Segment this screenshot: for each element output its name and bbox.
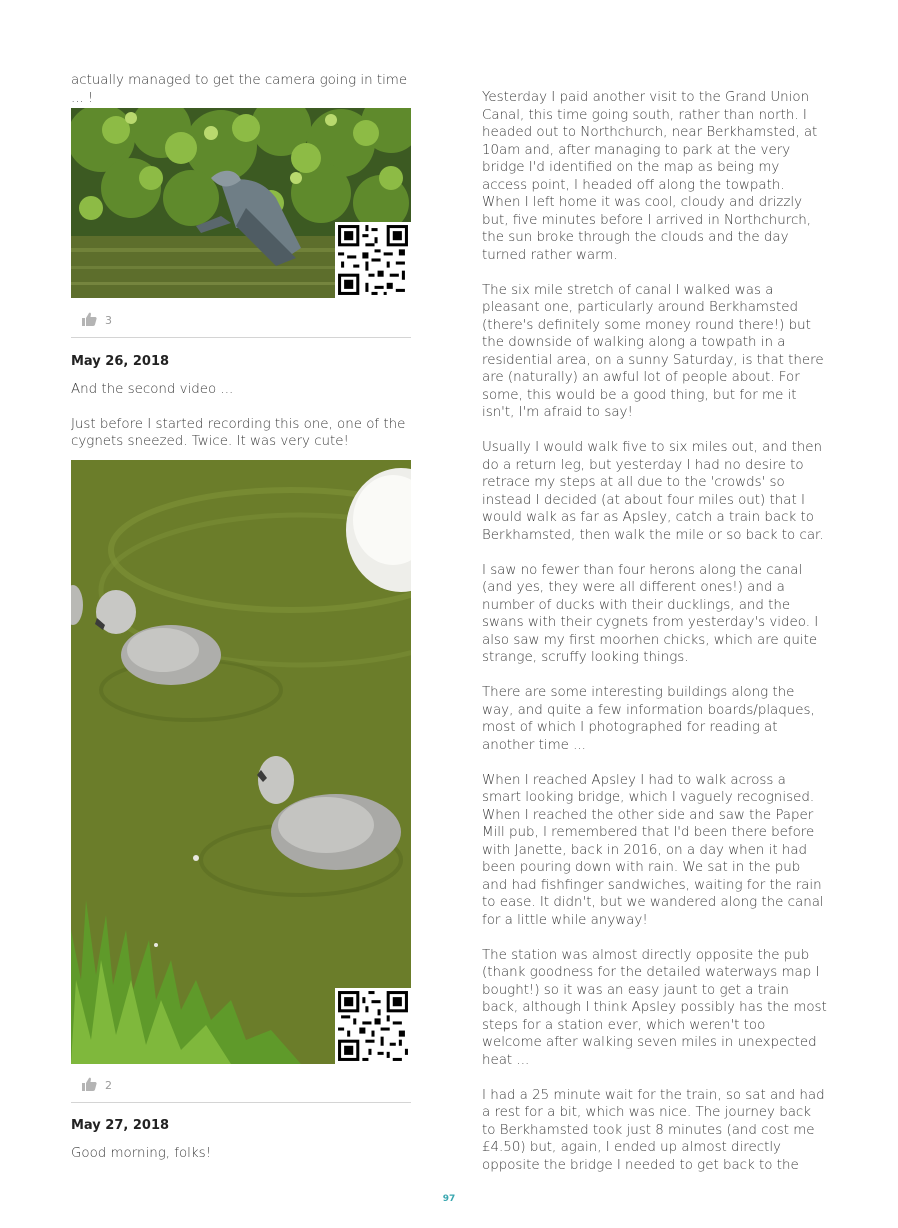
like-count-row (82, 1076, 411, 1096)
post-text: Good morning, folks! (71, 1145, 211, 1161)
cygnets-photo (71, 460, 411, 1064)
post-text: And the second video ... (71, 382, 234, 397)
paragraph: The station was almost directly opposite the pub (thank goodness for the detailed waterways map I bought!) so it was an easy jaunt to get a train back, although I think Apsley possibly has the most steps for a station ever, which weren't too welcome after walking seven miles in unexpected heat ... (482, 947, 827, 1068)
left-column (71, 72, 411, 1162)
right-column (482, 89, 827, 1192)
post-date: May 27, 2018 (71, 1117, 170, 1133)
paragraph: I saw no fewer than four herons along the canal (and yes, they were all different ones!) and a number of ducks with their ducklings, and the swans with their cygnets from yesterday's video. I also saw my first moorhen chicks, which are quite strange, scruffy looking things. (482, 562, 819, 665)
qr-code (335, 222, 411, 298)
like-count-row (82, 310, 411, 330)
paragraph: There are some interesting buildings along the way, and quite a few information boards/plaques, most of which I photographed for reading at another time ... (482, 685, 815, 753)
paragraph: When I reached Apsley I had to walk across a smart looking bridge, which I vaguely recognised. When I reached the other side and saw the Paper Mill pub, I remembered that I'd been there before with Janette, back in 2016, on a day when it had been pouring down with rain. We sat in the pub and had fishfinger sandwiches, waiting for the rain to ease. It didn't, but we wandered along the canal for a little while anyway! (482, 772, 824, 928)
like-count: 3 (105, 313, 112, 327)
heron-video-thumbnail[interactable] (71, 108, 411, 298)
intro-text: actually managed to get the camera going in time ... ! (71, 73, 408, 106)
paragraph: Usually I would walk five to six miles out, and then do a return leg, but yesterday I had no desire to retrace my steps at all due to the 'crowds' so instead I decided (at about four miles out) that I would walk as far as Apsley, catch a train back to Berkhamsted, then walk the mile or so back to car. (482, 440, 824, 543)
divider (71, 1102, 411, 1103)
divider (71, 337, 411, 338)
page-number: 97 (442, 1194, 456, 1204)
qr-code (335, 988, 411, 1064)
like-count: 2 (105, 1079, 112, 1092)
paragraph: I had a 25 minute wait for the train, so sat and had a rest for a bit, which was nice. The journey back to Berkhamsted took just 8 minutes (and cost me £4.50) but, again, I ended up almost directly opposite the bridge I needed to get back to the (482, 1087, 825, 1173)
thumbs-up-icon[interactable] (82, 311, 97, 330)
post-date: May 26, 2018 (71, 354, 170, 369)
paragraph: Yesterday I paid another visit to the Grand Union Canal, this time going south, rather than north. I headed out to Northchurch, near Berkhamsted, at 10am and, after managing to park at the very bridge I'd identified on the map as being my access point, I headed off along the towpath. When I left home it was cool, cloudy and drizzly but, five minutes before I arrived in Northchurch, the sun broke through the clouds and the day turned rather warm. (482, 90, 818, 263)
post-text: Just before I started recording this one, one of the cygnets sneezed. Twice. It was very cute! (71, 416, 406, 449)
paragraph: The six mile stretch of canal I walked was a pleasant one, particularly around Berkhamsted (there's definitely some money round there!) but the downside of walking along a towpath in a residential area, on a sunny Saturday, is that there are (naturally) an awful lot of people about. For some, this would be a good thing, but for me it isn't, I'm afraid to say! (482, 282, 824, 420)
thumbs-up-icon[interactable] (82, 1076, 97, 1095)
cygnets-video-thumbnail[interactable] (71, 460, 411, 1064)
